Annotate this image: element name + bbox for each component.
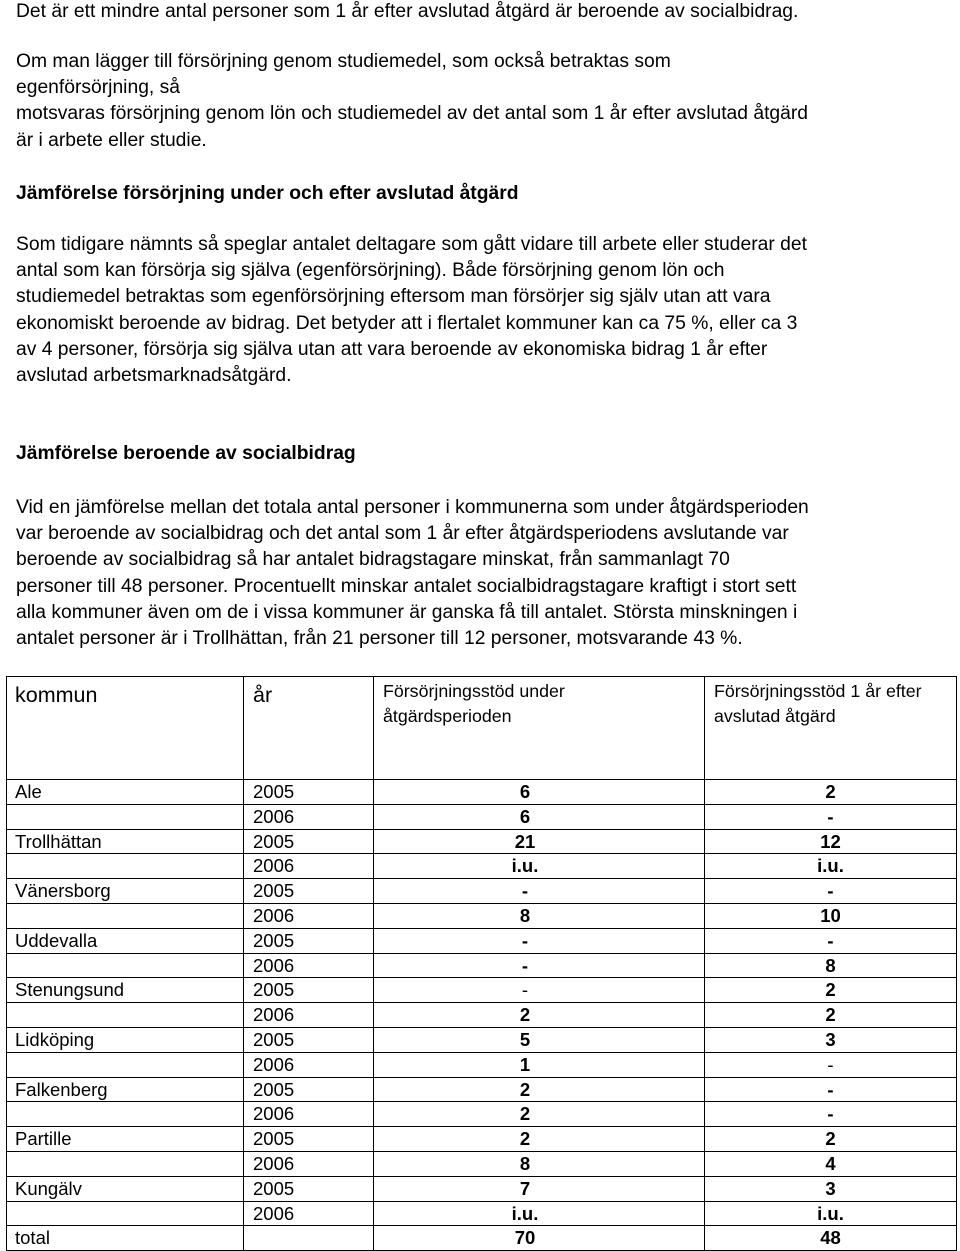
table-row xyxy=(7,903,957,928)
cell-year: 2006 xyxy=(244,1201,374,1226)
cell-after: 2 xyxy=(705,1127,957,1152)
table-row xyxy=(7,829,957,854)
socialbidrag-table xyxy=(6,676,957,1251)
cell-after: - xyxy=(705,1077,957,1102)
cell-year: 2005 xyxy=(244,829,374,854)
paragraph-line: studiemedel betraktas som egenförsörjning eftersom man försörjer sig själv utan att vara xyxy=(16,286,771,308)
cell-after: 12 xyxy=(705,829,957,854)
paragraph-line: beroende av socialbidrag så har antalet bidragstagare minskat, från sammanlagt 70 xyxy=(16,549,730,571)
cell-during: 2 xyxy=(374,1003,705,1028)
cell-during: 8 xyxy=(374,903,705,928)
cell-after: 4 xyxy=(705,1151,957,1176)
cell-during: 7 xyxy=(374,1176,705,1201)
intro-sentence: Det är ett mindre antal personer som 1 år efter avslutad åtgärd är beroende av socialbidrag. xyxy=(16,1,799,22)
cell-year: 2006 xyxy=(244,804,374,829)
cell-during: 70 xyxy=(374,1226,705,1251)
cell-after: 10 xyxy=(705,903,957,928)
cell-during: - xyxy=(374,953,705,978)
cell-kommun: Stenungsund xyxy=(7,978,244,1003)
cell-after: - xyxy=(705,928,957,953)
table-row xyxy=(7,928,957,953)
cell-year: 2005 xyxy=(244,928,374,953)
table-row xyxy=(7,1102,957,1127)
cell-year: 2005 xyxy=(244,780,374,805)
cell-during: 21 xyxy=(374,829,705,854)
section-paragraph-forsorjning xyxy=(16,232,951,389)
paragraph-line: antal som kan försörja sig själva (egenförsörjning). Både försörjning genom lön och xyxy=(16,260,725,282)
cell-during: i.u. xyxy=(374,1201,705,1226)
paragraph-line: alla kommuner även om de i vissa kommuner är ganska få till antalet. Största minskningen i xyxy=(16,601,798,623)
table-row xyxy=(7,1027,957,1052)
paragraph-line: personer till 48 personer. Procentuellt minskar antalet socialbidragstagare kraftigt i stort sett xyxy=(16,575,797,597)
table-row xyxy=(7,879,957,904)
cell-kommun xyxy=(7,1003,244,1028)
cell-year: 2005 xyxy=(244,978,374,1003)
cell-year xyxy=(244,1226,374,1251)
cell-year: 2006 xyxy=(244,854,374,879)
intro-line: Om man lägger till försörjning genom studiemedel, som också betraktas som xyxy=(16,51,671,72)
cell-kommun xyxy=(7,1201,244,1226)
cell-year: 2006 xyxy=(244,1102,374,1127)
cell-year: 2005 xyxy=(244,1027,374,1052)
table-row xyxy=(7,1201,957,1226)
paragraph-line: avslutad arbetsmarknadsåtgärd. xyxy=(16,365,292,387)
cell-year: 2006 xyxy=(244,953,374,978)
paragraph-line: Vid en jämförelse mellan det totala antal personer i kommunerna som under åtgärdsperioden xyxy=(16,497,809,518)
cell-kommun: Falkenberg xyxy=(7,1077,244,1102)
table-row xyxy=(7,1151,957,1176)
cell-year: 2006 xyxy=(244,1003,374,1028)
cell-year: 2006 xyxy=(244,1052,374,1077)
cell-after: i.u. xyxy=(705,1201,957,1226)
header-after: Försörjningsstöd 1 år efter avslutad åtgärd xyxy=(705,677,957,780)
paragraph-line: Som tidigare nämnts så speglar antalet deltagare som gått vidare till arbete eller studerar det xyxy=(16,234,807,255)
cell-kommun xyxy=(7,1151,244,1176)
cell-kommun xyxy=(7,804,244,829)
cell-after: 3 xyxy=(705,1027,957,1052)
cell-during: 6 xyxy=(374,780,705,805)
cell-kommun xyxy=(7,1102,244,1127)
table-row xyxy=(7,978,957,1003)
table-row xyxy=(7,1077,957,1102)
cell-after: - xyxy=(705,879,957,904)
cell-kommun xyxy=(7,903,244,928)
cell-during: 2 xyxy=(374,1102,705,1127)
cell-kommun: Lidköping xyxy=(7,1027,244,1052)
cell-kommun: Ale xyxy=(7,780,244,805)
table-row xyxy=(7,953,957,978)
table-row xyxy=(7,804,957,829)
header-year: år xyxy=(244,677,374,780)
cell-during: i.u. xyxy=(374,854,705,879)
cell-year: 2005 xyxy=(244,1127,374,1152)
cell-after: i.u. xyxy=(705,854,957,879)
cell-during: 2 xyxy=(374,1077,705,1102)
cell-kommun xyxy=(7,953,244,978)
table-row xyxy=(7,780,957,805)
cell-during: 2 xyxy=(374,1127,705,1152)
cell-during: 6 xyxy=(374,804,705,829)
table-row xyxy=(7,1003,957,1028)
cell-after: - xyxy=(705,804,957,829)
cell-year: 2006 xyxy=(244,1151,374,1176)
cell-during: - xyxy=(374,978,705,1003)
cell-during: 1 xyxy=(374,1052,705,1077)
cell-after: 8 xyxy=(705,953,957,978)
cell-during: 5 xyxy=(374,1027,705,1052)
paragraph-line: antalet personer är i Trollhättan, från 21 personer till 12 personer, motsvarande 43 %. xyxy=(16,628,743,650)
cell-after: 2 xyxy=(705,780,957,805)
cell-during: 8 xyxy=(374,1151,705,1176)
table-row xyxy=(7,1127,957,1152)
cell-kommun: Partille xyxy=(7,1127,244,1152)
cell-after: 3 xyxy=(705,1176,957,1201)
cell-kommun xyxy=(7,1052,244,1077)
table-row xyxy=(7,1052,957,1077)
table-header-row xyxy=(7,677,957,780)
cell-year: 2005 xyxy=(244,1077,374,1102)
section-paragraph-socialbidrag xyxy=(16,495,951,652)
section-heading-forsorjning: Jämförelse försörjning under och efter avslutad åtgärd xyxy=(16,183,519,204)
paragraph-line: ekonomiskt beroende av bidrag. Det betyder att i flertalet kommuner kan ca 75 %, eller ca 3 xyxy=(16,312,798,334)
cell-kommun: Kungälv xyxy=(7,1176,244,1201)
cell-kommun: total xyxy=(7,1226,244,1251)
cell-during: - xyxy=(374,928,705,953)
intro-paragraph xyxy=(16,49,956,154)
cell-after: 2 xyxy=(705,978,957,1003)
paragraph-line: av 4 personer, försörja sig själva utan att vara beroende av ekonomiska bidrag 1 år efter xyxy=(16,338,768,360)
table-row xyxy=(7,854,957,879)
paragraph-line: var beroende av socialbidrag och det antal som 1 år efter åtgärdsperiodens avslutande var xyxy=(16,523,789,545)
cell-kommun: Trollhättan xyxy=(7,829,244,854)
intro-line: egenförsörjning, så xyxy=(16,77,180,99)
cell-after: - xyxy=(705,1052,957,1077)
intro-line: motsvaras försörjning genom lön och studiemedel av det antal som 1 år efter avslutad åtgärd xyxy=(16,103,809,125)
cell-after: 48 xyxy=(705,1226,957,1251)
section-heading-socialbidrag: Jämförelse beroende av socialbidrag xyxy=(16,443,356,464)
cell-kommun: Uddevalla xyxy=(7,928,244,953)
header-during: Försörjningsstöd under åtgärdsperioden xyxy=(374,677,705,780)
table-row xyxy=(7,1226,957,1251)
cell-after: 2 xyxy=(705,1003,957,1028)
cell-kommun: Vänersborg xyxy=(7,879,244,904)
cell-year: 2006 xyxy=(244,903,374,928)
cell-during: - xyxy=(374,879,705,904)
cell-after: - xyxy=(705,1102,957,1127)
intro-line: är i arbete eller studie. xyxy=(16,129,207,151)
cell-year: 2005 xyxy=(244,1176,374,1201)
cell-kommun xyxy=(7,854,244,879)
cell-year: 2005 xyxy=(244,879,374,904)
table-row xyxy=(7,1176,957,1201)
header-kommun: kommun xyxy=(7,677,244,780)
